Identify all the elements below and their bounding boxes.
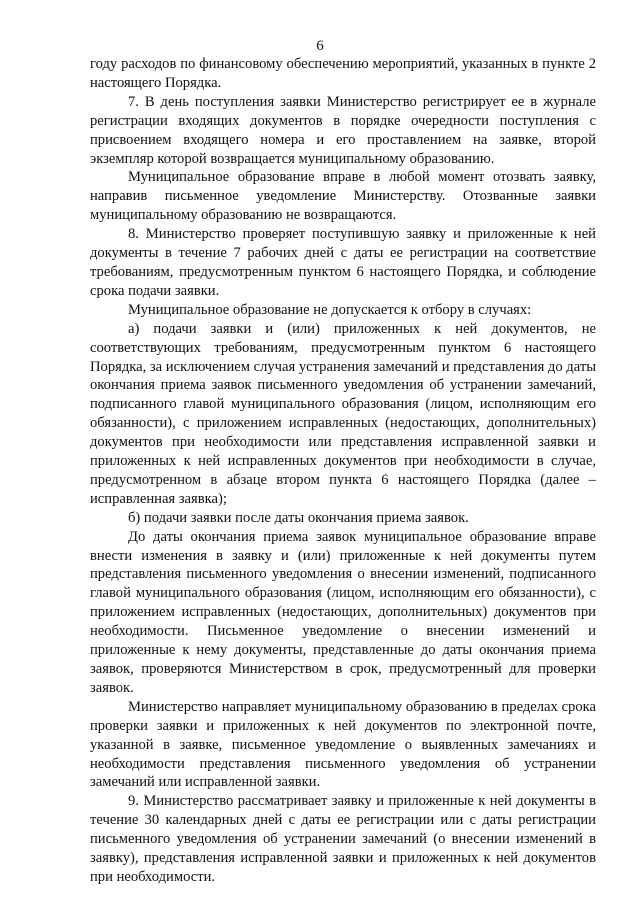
document-body [90,55,596,887]
paragraph-withdraw-application: Муниципальное образование вправе в любой момент отозвать заявку, направив письменное уведомление Министерству. Отозванные заявки муниципальному образованию не возвращаются. [90,169,596,224]
paragraph-notification: Министерство направляет муниципальному образованию в пределах срока проверки заявки и приложенных к ней документов по электронной почте, указанной в заявке, письменное уведомление о выявленных замечаниях и необходимости представления письменного уведомления об устранении замечаний или исправленной заявки. [90,698,596,791]
paragraph-item-7: 7. В день поступления заявки Министерство регистрирует ее в журнале регистрации входящих документов в порядке очередности поступления с присвоением входящего номера и его проставлением на заявке, второй экземпляр которой возвращается муниципальному образованию. [90,93,596,167]
paragraph-case-b: б) подачи заявки после даты окончания приема заявок. [128,509,469,526]
paragraph-amendments: До даты окончания приема заявок муниципальное образование вправе внести изменения в заявку и (или) приложенные к ней документы путем представления письменного уведомления о внесении изменений, подписанного главой муниципального образования (лицом, исполняющим его обязанности), с приложением исправленных (недостающих, дополнительных) документов при необходимости. Письменное уведомление о внесении изменений и приложенные к нему документы, представленные до даты окончания приема заявок, проверяются Министерством в срок, предусмотренный для проверки заявок. [90,528,596,696]
paragraph-item-8: 8. Министерство проверяет поступившую заявку и приложенные к ней документы в течение 7 рабочих дней с даты ее регистрации на соответствие требованиям, предусмотренным пунктом 6 настоящего Порядка, и соблюдение срока подачи заявки. [90,226,596,299]
paragraph-not-admitted-cases: Муниципальное образование не допускается к отбору в случаях: [128,301,532,318]
paragraph-case-a: а) подачи заявки и (или) приложенных к ней документов, не соответствующих требованиям, предусмотренным пунктом 6 настоящего Порядка, за исключением случая устранения замечаний и представления до даты окончания приема заявок письменного уведомления об устранении замечаний, подписанного главой муниципального образования (лицом, исполняющим его обязанности), с приложением исправленных (недостающих, дополнительных) документов при необходимости или представления исправленной заявки и приложенных к ней исправленных документов при необходимости в случае, предусмотренном в абзаце втором пункта 6 настоящего Порядка (далее – исправленная заявка); [90,320,597,507]
page-number: 6 [316,38,324,54]
paragraph-continuation: году расходов по финансовому обеспечению мероприятий, указанных в пункте 2 настоящего Порядка. [90,56,596,91]
paragraph-item-9: 9. Министерство рассматривает заявку и приложенные к ней документы в течение 30 календарных дней с даты ее регистрации или с даты регистрации письменного уведомления об устранении замечаний (о внесении изменений в заявку), представления исправленной заявки и приложенных к ней документов при необходимости. [90,793,596,885]
